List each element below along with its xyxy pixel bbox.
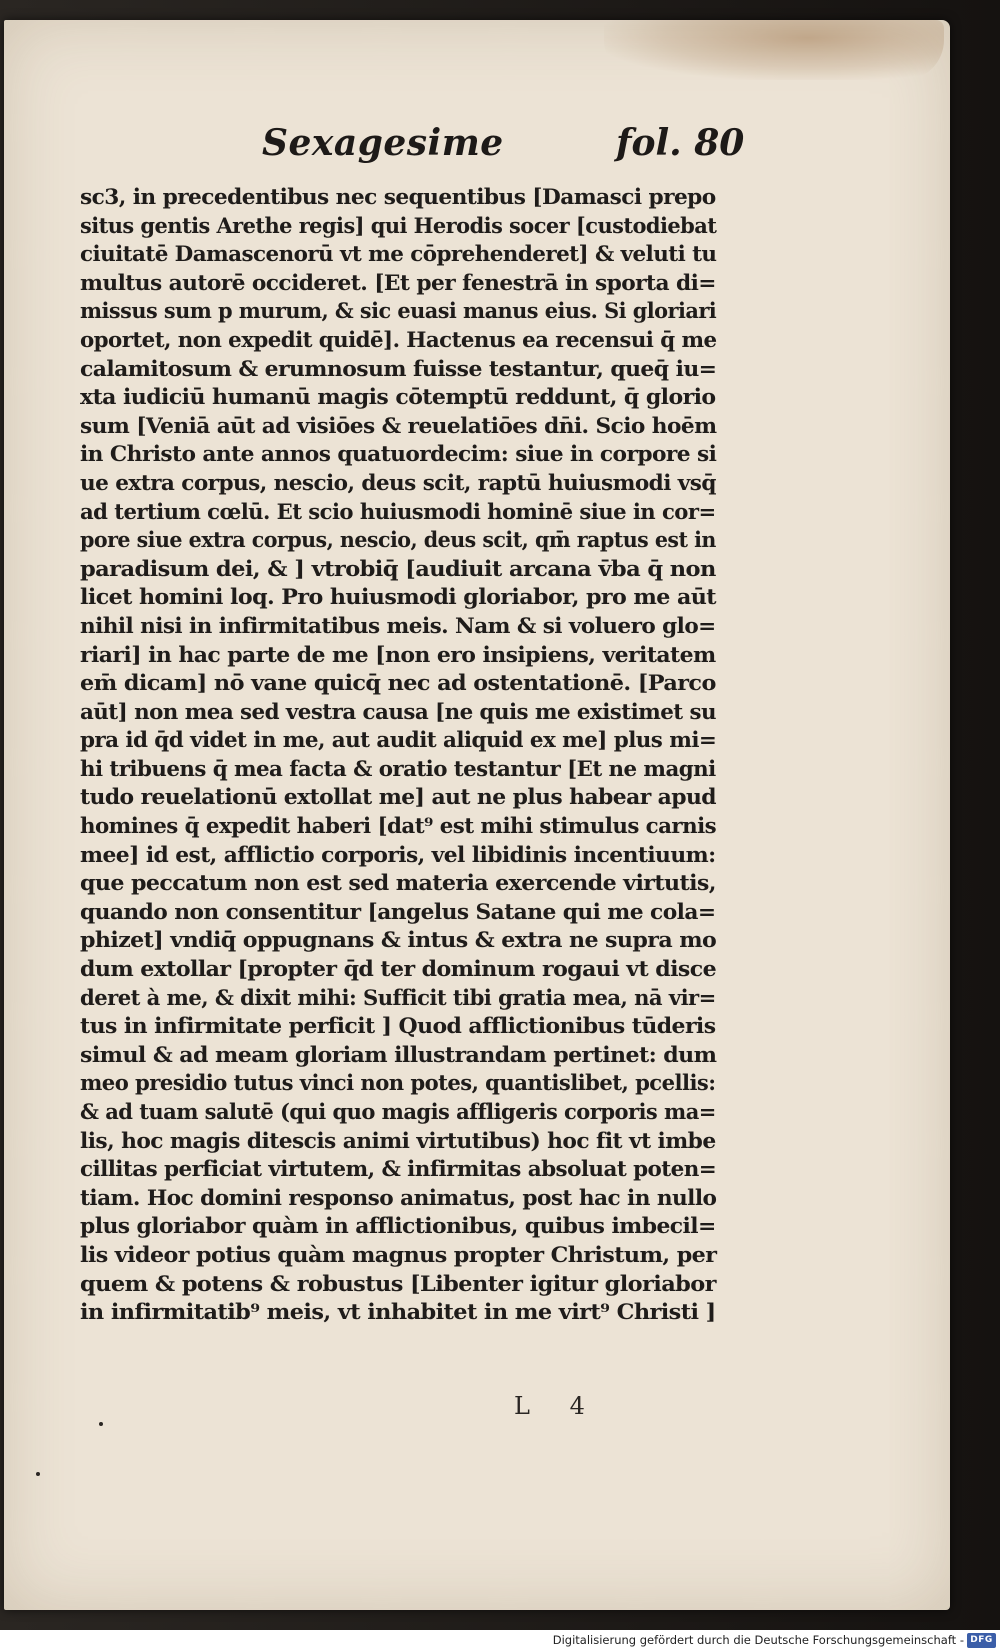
text-line: plus gloriabor quàm in afflictionibus, quibus imbecil= bbox=[80, 1213, 716, 1239]
page-stain bbox=[604, 20, 944, 80]
text-line: tudo reuelationū extollat me] aut ne plus habear apud bbox=[80, 784, 717, 810]
text-line: calamitosum & erumnosum fuisse testantur, queq̄ iu= bbox=[80, 355, 717, 381]
digitization-footer bbox=[0, 1630, 1000, 1651]
text-line: meo presidio tutus vinci non potes, quantislibet, pcellis: bbox=[80, 1070, 716, 1096]
text-line: xta iudiciū humanū magis cōtemptū reddunt, q̄ glorio bbox=[80, 384, 716, 410]
text-line: ciuitatē Damascenorū vt me cōprehenderet] & veluti tu bbox=[80, 241, 717, 267]
text-line: mee] id est, afflictio corporis, vel libidinis incentiuum: bbox=[80, 841, 716, 867]
signature-mark: L 4 bbox=[514, 1392, 601, 1420]
folio-number: fol. 80 bbox=[616, 122, 745, 164]
text-line: riari] in hac parte de me [non ero insipiens, veritatem bbox=[80, 641, 716, 667]
text-line: hi tribuens q̄ mea facta & oratio testantur [Et ne magni bbox=[80, 755, 716, 781]
text-line: deret à me, & dixit mihi: Sufficit tibi gratia mea, nā vir= bbox=[80, 984, 716, 1010]
text-line: tus in infirmitate perficit ] Quod afflictionibus tūderis bbox=[80, 1013, 716, 1039]
text-line: sum [Veniā aūt ad visiōes & reuelatiōes dn̄i. Scio hoēm bbox=[80, 412, 717, 438]
ink-speck bbox=[36, 1472, 40, 1476]
ink-speck bbox=[99, 1422, 103, 1426]
text-line: cillitas perficiat virtutem, & infirmitas absoluat poten= bbox=[80, 1156, 717, 1182]
text-line: nihil nisi in infirmitatibus meis. Nam & si voluero glo= bbox=[80, 612, 716, 638]
text-line: phizet] vndiq̄ oppugnans & intus & extra ne supra mo bbox=[80, 927, 717, 953]
text-line: ue extra corpus, nescio, deus scit, raptū huiusmodi vsq̄ bbox=[80, 469, 716, 495]
text-line: pore siue extra corpus, nescio, deus scit, qm̄ raptus est in bbox=[80, 527, 716, 553]
text-line: paradisum dei, & ] vtrobiq̄ [audiuit arcana v̄ba q̄ non bbox=[80, 555, 716, 581]
text-line: situs gentis Arethe regis] qui Herodis socer [custodiebat bbox=[80, 212, 717, 238]
funding-credit: Digitalisierung gefördert durch die Deutsche Forschungsgemeinschaft - bbox=[552, 1633, 964, 1647]
text-line: ad tertium cœlū. Et scio huiusmodi hominē siue in cor= bbox=[80, 498, 716, 524]
running-head: Sexagesime bbox=[262, 122, 504, 164]
text-line: tiam. Hoc domini responso animatus, post hac in nullo bbox=[80, 1184, 717, 1210]
text-line: missus sum p murum, & sic euasi manus eius. Si gloriari bbox=[80, 298, 717, 324]
text-line: & ad tuam salutē (qui quo magis affligeris corporis ma= bbox=[80, 1099, 716, 1124]
text-line: oportet, non expedit quidē]. Hactenus ea recensui q̄ me bbox=[80, 326, 717, 352]
text-line: aūt] non mea sed vestra causa [ne quis me existimet su bbox=[80, 698, 716, 724]
book-page bbox=[4, 20, 950, 1610]
text-line: multus autorē occideret. [Et per fenestrā in sporta di= bbox=[80, 269, 716, 295]
text-line: in Christo ante annos quatuordecim: siue in corpore si bbox=[80, 441, 717, 467]
text-line: dum extollar [propter q̄d ter dominum rogaui vt disce bbox=[80, 956, 717, 982]
text-line: simul & ad meam gloriam illustrandam pertinet: dum bbox=[80, 1041, 717, 1067]
text-line: homines q̄ expedit haberi [dat⁹ est mihi stimulus carnis bbox=[80, 813, 717, 839]
text-line: pra id q̄d videt in me, aut audit aliquid ex me] plus mi= bbox=[80, 727, 717, 753]
body-text bbox=[80, 183, 716, 1327]
text-line: que peccatum non est sed materia exercende virtutis, bbox=[80, 870, 716, 896]
text-line: em̄ dicam] nō vane quicq̄ nec ad ostentationē. [Parco bbox=[80, 670, 716, 696]
text-line: sc3, in precedentibus nec sequentibus [Damasci prepo bbox=[80, 184, 716, 209]
text-line: lis videor potius quàm magnus propter Christum, per bbox=[80, 1241, 717, 1267]
text-line: quem & potens & robustus [Libenter igitur gloriabor bbox=[80, 1270, 716, 1296]
text-line: lis, hoc magis ditescis animi virtutibus) hoc fit vt imbe bbox=[80, 1127, 716, 1153]
page-header bbox=[4, 108, 950, 168]
dfg-logo: DFG bbox=[967, 1633, 996, 1648]
text-line: in infirmitatib⁹ meis, vt inhabitet in me virt⁹ Christi ] bbox=[80, 1299, 716, 1325]
text-line: quando non consentitur [angelus Satane qui me cola= bbox=[80, 898, 716, 924]
text-line: licet homini loq. Pro huiusmodi gloriabor, pro me aūt bbox=[80, 584, 716, 610]
